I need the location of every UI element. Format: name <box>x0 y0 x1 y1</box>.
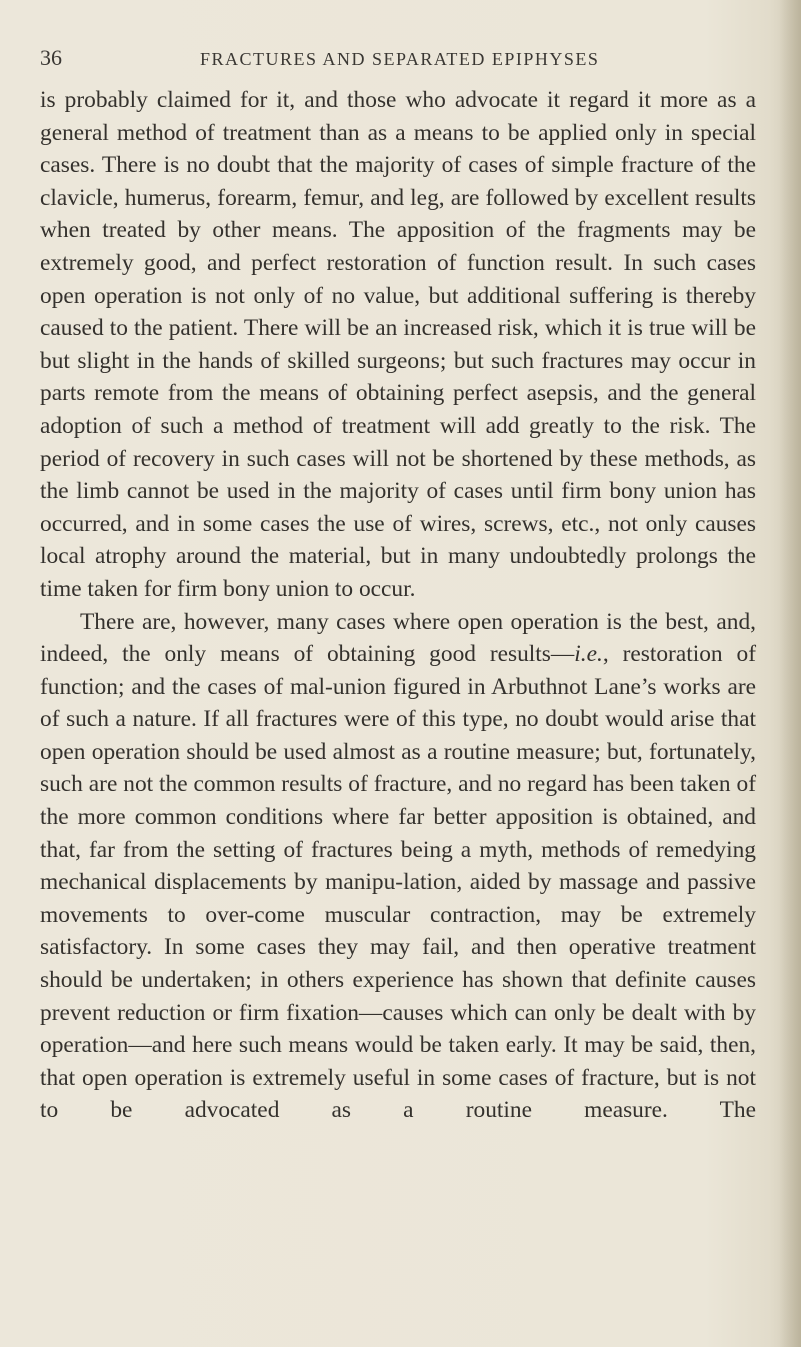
paragraph-2-rest: , restoration of function; and the cases of mal-union figured in Arbuthnot Lane’s works are of such a nature. If all fractures were of this type, no doubt would arise that open operation should be used almost as a routine measure; but, fortunately, such are not the common results of fracture, and no regard has been taken of the more common conditions where far better apposition is obtained, and that, far from the setting of fractures being a myth, methods of remedying mechanical displacements by manipu-lation, aided by massage and passive movements to over-come muscular contraction, may be extremely satisfactory. In some cases they may fail, and then operative treatment should be undertaken; in others experience has shown that definite causes prevent reduction or firm fixation—causes which can only be dealt with by operation—and here such means would be taken early. It may be said, then, that open operation is extremely useful in some cases of fracture, but is not to be advocated as a routine measure. The <box>40 641 756 1124</box>
paragraph-2-italic-ie: i.e. <box>574 641 603 668</box>
page-edge-shadow <box>779 0 801 1347</box>
running-title: FRACTURES AND SEPARATED EPIPHYSES <box>200 49 600 69</box>
page-number: 36 <box>40 45 62 70</box>
body-text <box>40 84 756 1127</box>
paragraph-2 <box>40 606 756 1128</box>
paragraph-2-start: There are, however, many cases where open operation is the best, and, indeed, the only means of obtaining good results— <box>40 608 756 668</box>
paragraph-1: is probably claimed for it, and those who advocate it regard it more as a general method of treatment than as a means to be applied only in special cases. There is no doubt that the majority of cases of simple fracture of the clavicle, humerus, forearm, femur, and leg, are followed by excellent results when treated by other means. The apposition of the fragments may be extremely good, and perfect restoration of function result. In such cases open operation is not only of no value, but additional suffering is thereby caused to the patient. There will be an increased risk, which it is true will be but slight in the hands of skilled surgeons; but such fractures may occur in parts remote from the means of obtaining perfect asepsis, and the general adoption of such a method of treatment will add greatly to the risk. The period of recovery in such cases will not be shortened by these methods, as the limb cannot be used in the majority of cases until firm bony union has occurred, and in some cases the use of wires, screws, etc., not only causes local atrophy around the material, but in many undoubtedly prolongs the time taken for firm bony union to occur. <box>40 87 756 602</box>
running-head <box>40 44 740 74</box>
